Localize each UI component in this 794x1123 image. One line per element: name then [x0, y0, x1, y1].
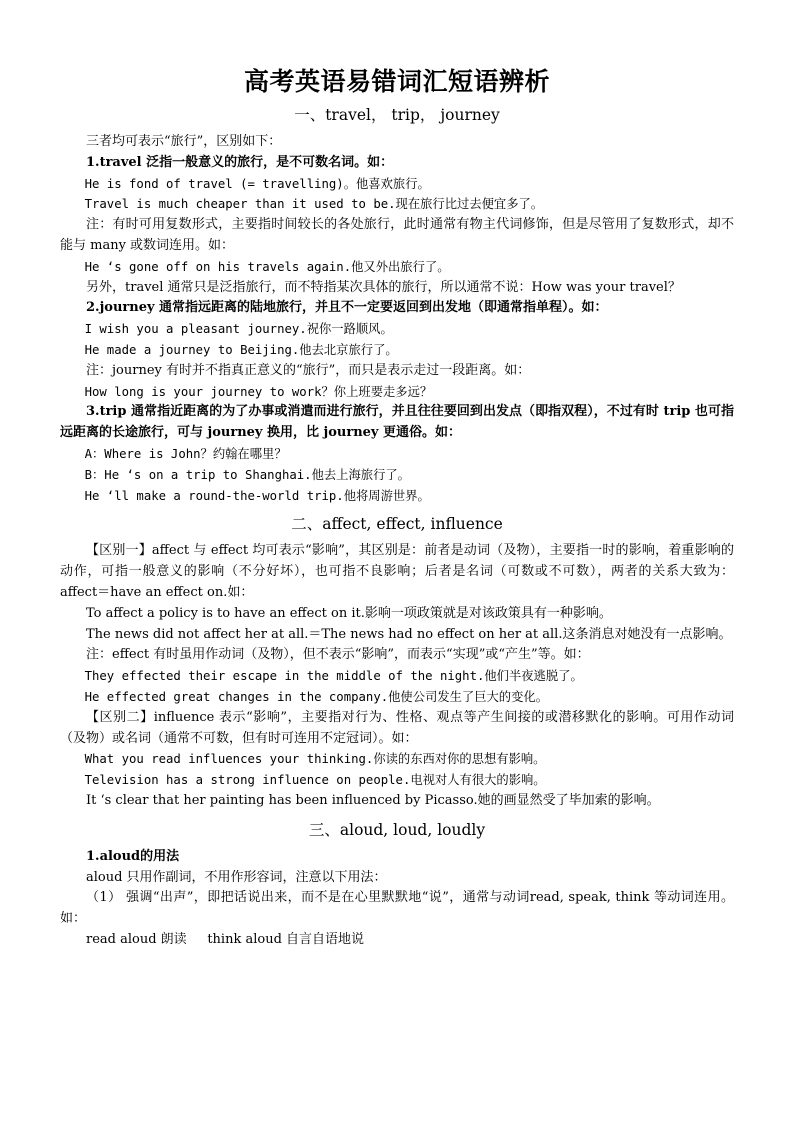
example-sentence: To affect a policy is to have an effect on it.影响一项政策就是对该政策具有一种影响。 [86, 605, 612, 621]
example-sentence: It ‘s clear that her painting has been influenced by Picasso.她的画显然受了毕加索的影响。 [86, 792, 660, 808]
section-heading-1: 一、travel， trip， journey [294, 106, 500, 124]
subheading: 2.journey 通常指远距离的陆地旅行，并且不一定要返回到出发地（即通常指单程）。如： [86, 300, 608, 316]
paragraph: 另外，travel 通常只是泛指旅行，而不特指某次具体的旅行，所以通常不说：How was your travel？ [86, 279, 681, 295]
note-paragraph: 注：effect 有时虽用作动词（及物），但不表示“影响”，而表示“实现”或“产生”等。如： [86, 647, 590, 663]
subheading: 3.trip 通常指近距离的为了办事或消遣而进行旅行，并且往往要回到出发点（即指双程），不过有时 trip 也可指远距离的长途旅行，可与 journey 换用，比 journey 更通俗。如： [60, 404, 734, 441]
example-sentence: He ‘ll make a round-the-world trip.他将周游世界。 [84, 488, 430, 503]
example-sentence: Television has a strong influence on people.电视对人有很大的影响。 [84, 773, 546, 788]
note-paragraph: 注：有时可用复数形式，主要指时间较长的各处旅行，此时通常有物主代词修饰，但是尽管用了复数形式，却不能与 many 或数词连用。如： [60, 217, 734, 253]
example-sentence: He made a journey to Beijing.他去北京旅行了。 [84, 342, 398, 357]
page-title: 高考英语易错词汇短语辨析 [243, 67, 550, 96]
example-sentence: They effected their escape in the middle of the night.他们半夜逃脱了。 [84, 669, 583, 684]
subheading: 1.travel 泛指一般意义的旅行，是不可数名词。如： [86, 154, 394, 170]
paragraph: （1） 强调“出声”，即把话说出来，而不是在心里默默地“说”，通常与动词read, speak, think 等动词连用。如： [60, 890, 734, 927]
example-sentence: I wish you a pleasant journey.祝你一路顺风。 [84, 322, 393, 337]
section-heading-3: 三、aloud, loud, loudly [308, 820, 486, 839]
example-sentence: What you read influences your thinking.你读的东西对你的思想有影响。 [84, 752, 546, 767]
paragraph: aloud 只用作副词，不用作形容词，注意以下用法： [86, 869, 387, 885]
paragraph: 【区别二】influence 表示“影响”，主要指对行为、性格、观点等产生间接的或潜移默化的影响。可用作动词（及物）或名词（通常不可数，但有时可连用不定冠词）。如： [60, 709, 734, 746]
example-sentence: B：He ‘s on a trip to Shanghai.他去上海旅行了。 [84, 467, 410, 482]
example-sentence: He is fond of travel (= travelling)。他喜欢旅行。 [84, 176, 430, 191]
section-heading-2: 二、affect, effect, influence [291, 515, 503, 534]
paragraph: 三者均可表示“旅行”，区别如下： [86, 134, 282, 149]
subheading: 1.aloud的用法 [86, 848, 180, 864]
paragraph: 【区别一】affect 与 effect 均可表示“影响”，其区别是：前者是动词（及物），主要指一时的影响，着重影响的动作，可指一般意义的影响（不分好坏），也可指不良影响；后者是名词（可数或不可数），两者的关系大致为：affect＝have an effect on.如： [60, 543, 734, 600]
example-sentence: The news did not affect her at all.＝The news had no effect on her at all.这条消息对她没有一点影响。 [86, 626, 732, 642]
example-sentence: How long is your journey to work？你上班要走多远？ [84, 384, 433, 399]
example-sentence: A：Where is John？约翰在哪里？ [84, 446, 287, 461]
example-sentence: He ‘s gone off on his travels again.他又外出旅行了。 [84, 259, 450, 274]
example-sentence: read aloud 朗读 think aloud 自言自语地说 [86, 931, 365, 947]
example-sentence: He effected great changes in the company.他使公司发生了巨大的变化。 [84, 689, 548, 704]
note-paragraph: 注：journey 有时并不指真正意义的“旅行”，而只是表示走过一段距离。如： [86, 362, 531, 378]
example-sentence: Travel is much cheaper than it used to be.现在旅行比过去便宜多了。 [84, 197, 544, 212]
